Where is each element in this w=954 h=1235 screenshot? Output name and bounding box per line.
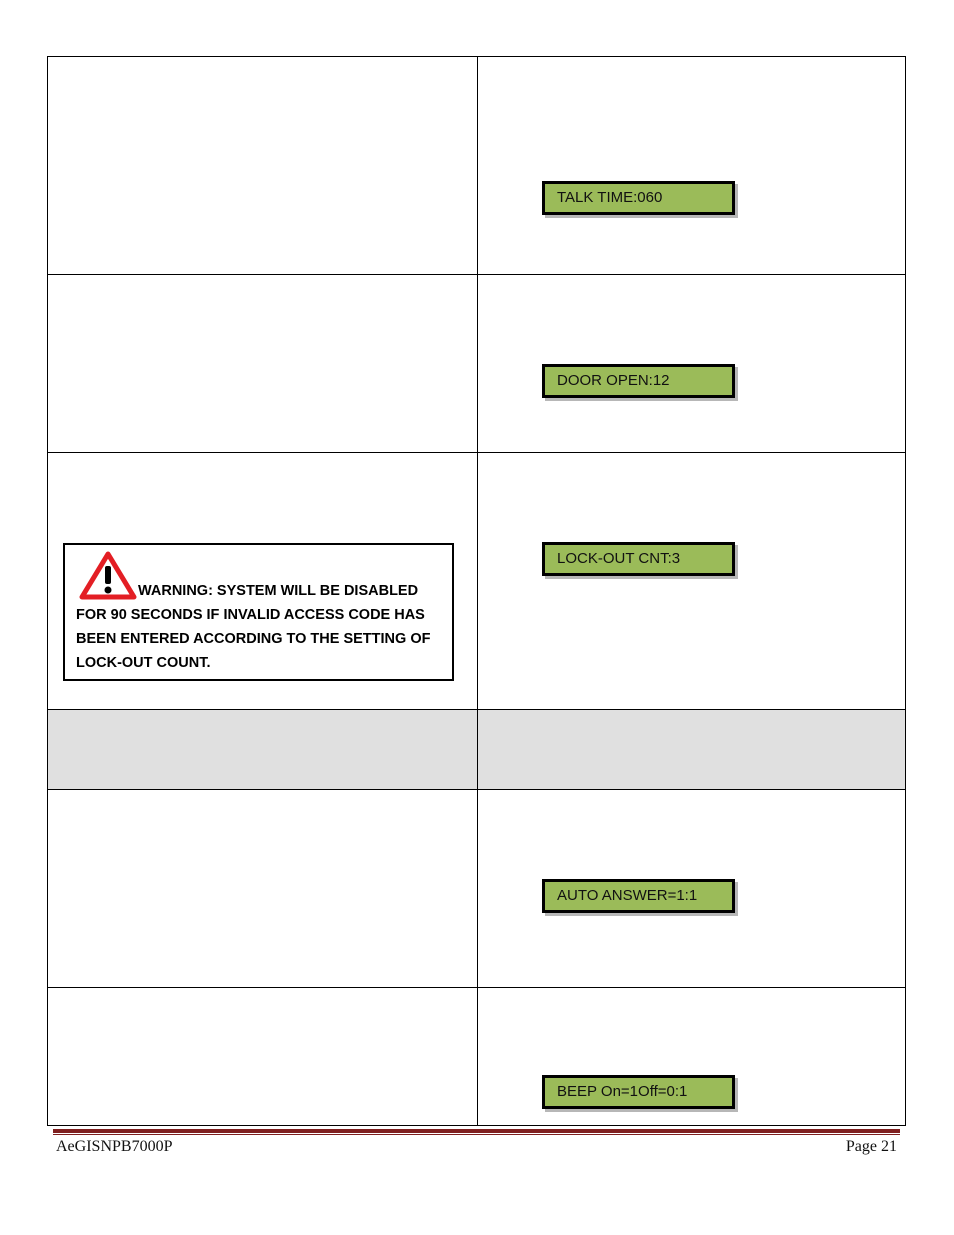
- description-cell: [48, 988, 478, 1125]
- description-cell: [48, 790, 478, 987]
- warning-box: [63, 543, 454, 681]
- description-cell: [48, 453, 478, 709]
- header-cell: [478, 710, 905, 789]
- display-cell: [478, 453, 905, 709]
- lcd-door-open: DOOR OPEN:12: [542, 364, 735, 398]
- section-header-row: [48, 710, 905, 790]
- table-row: [48, 988, 905, 1125]
- description-cell: [48, 57, 478, 274]
- lcd-talk-time: TALK TIME:060: [542, 181, 735, 215]
- lcd-beep: BEEP On=1Off=0:1: [542, 1075, 735, 1109]
- footer-model: AeGISNPB7000P: [56, 1138, 173, 1155]
- description-cell: [48, 275, 478, 452]
- footer-page-number: Page 21: [845, 1138, 897, 1155]
- settings-table: [47, 56, 906, 1126]
- table-row: [48, 453, 905, 710]
- display-cell: [478, 275, 905, 452]
- table-row: [48, 57, 905, 275]
- display-cell: [478, 57, 905, 274]
- display-cell: [478, 790, 905, 987]
- display-cell: [478, 988, 905, 1125]
- header-cell: [48, 710, 478, 789]
- lcd-lockout-count: LOCK-OUT CNT:3: [542, 542, 735, 576]
- table-row: [48, 275, 905, 453]
- lcd-auto-answer: AUTO ANSWER=1:1: [542, 879, 735, 913]
- footer-divider-thin: [53, 1134, 900, 1135]
- table-row: [48, 790, 905, 988]
- footer-divider: [53, 1129, 900, 1133]
- warning-text: WARNING: SYSTEM WILL BE DISABLED FOR 90 SECONDS IF INVALID ACCESS CODE HAS BEEN ENTERED ACCORDING TO THE SETTING OF LOCK-OUT COUNT.: [76, 583, 431, 671]
